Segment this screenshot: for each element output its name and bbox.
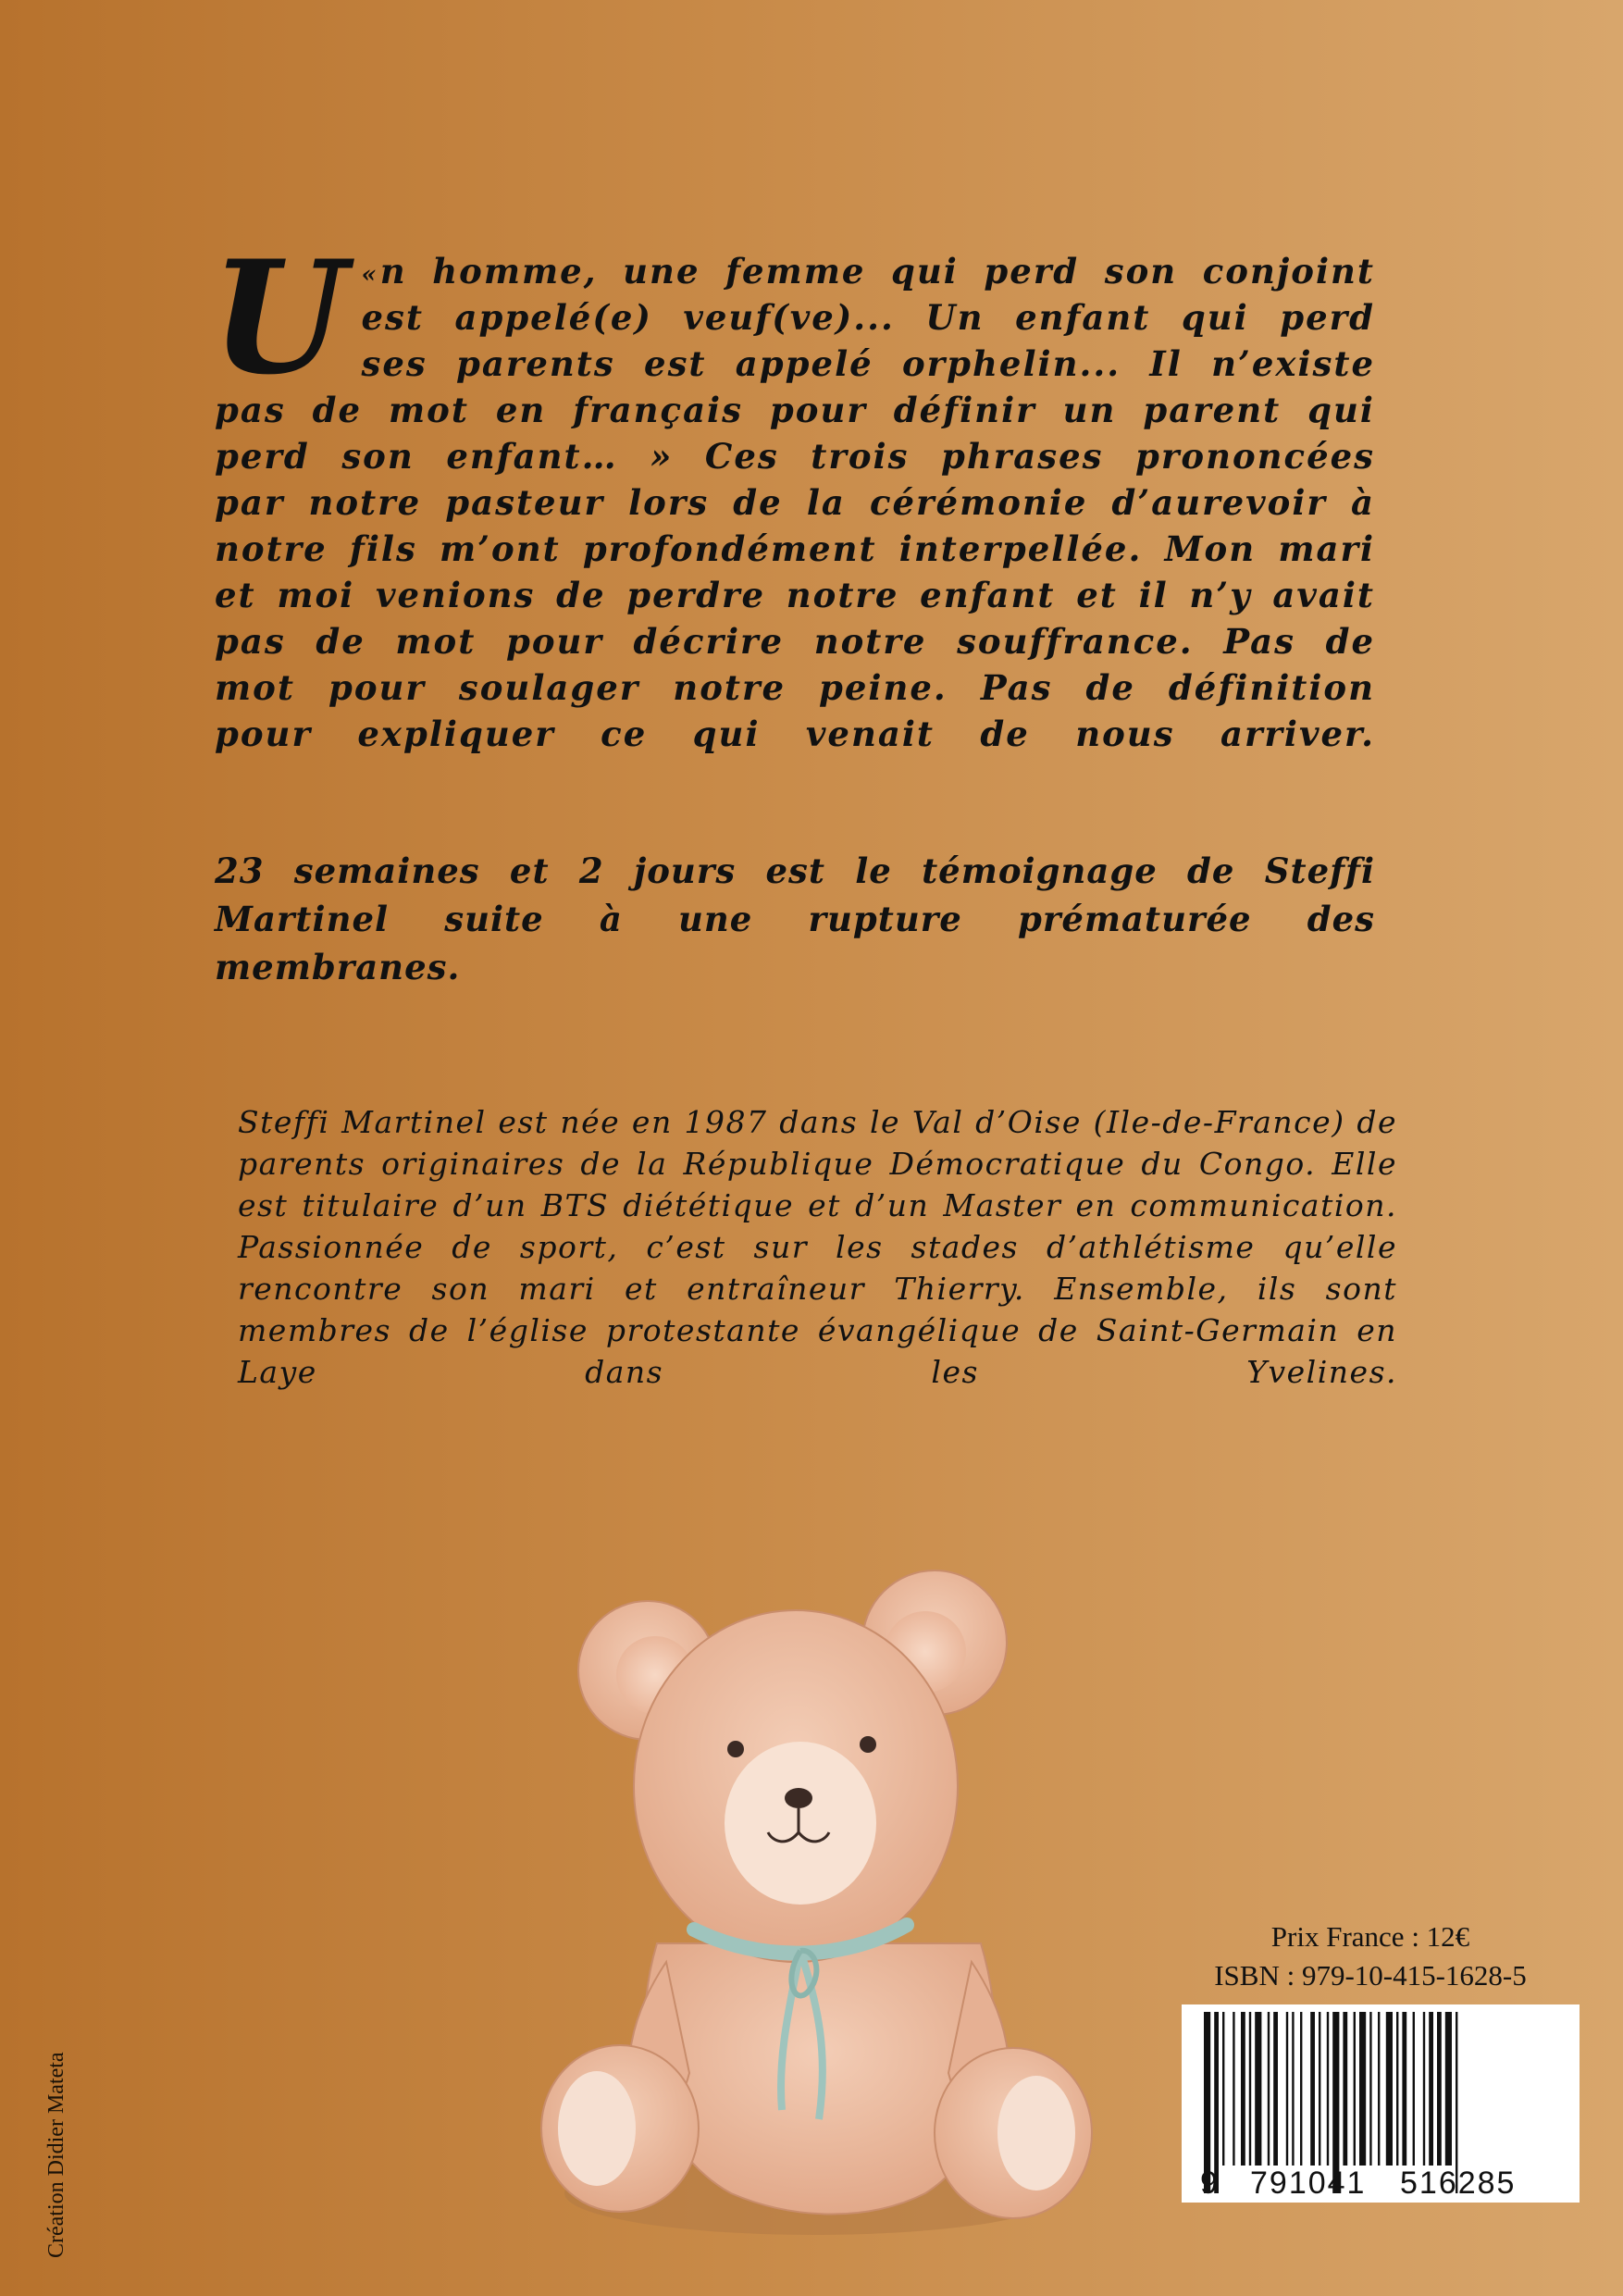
isbn-barcode xyxy=(1182,2004,1580,2203)
teddy-bear-illustration xyxy=(518,1555,1147,2258)
barcode-left-group: 791041 xyxy=(1250,2166,1367,2201)
author-bio: Steffi Martinel est née en 1987 dans le Val d’Oise (Ile-de-France) de parents originaires de la République Démocratique du Congo. Elle est titulaire d’un BTS diététique et d’un Master en communication. Passionnée de sport, c’est sur les stades d’athlétisme qu’elle rencontre son mari et entraîneur Thierry. Ensemble, ils sont membres de l’église protestante évangélique de Saint-Germain en Laye dans les Yvelines. xyxy=(238,1104,1397,1390)
price-block xyxy=(1181,1917,1560,1995)
barcode-first-digit: 9 xyxy=(1200,2166,1218,2201)
summary-paragraph: 23 semaines et 2 jours est le témoignage de Steffi Martinel suite à une rupture prématurée des membranes. xyxy=(215,850,1375,987)
price-label: Prix France : 12€ xyxy=(1270,1920,1470,1953)
barcode-right-group: 516285 xyxy=(1400,2166,1517,2201)
quote-paragraph xyxy=(211,226,1375,757)
isbn-label: ISBN : 979-10-415-1628-5 xyxy=(1214,1959,1527,1992)
drop-cap: U xyxy=(211,226,349,409)
opening-quote-mark: « xyxy=(361,261,378,289)
design-credit: Création Didier Mateta xyxy=(44,2052,68,2258)
quote-text: n homme, une femme qui perd son conjoint est appelé(e) veuf(ve)... Un enfant qui perd ses parents est appelé orphelin... Il n’existe pas de mot en français pour définir un parent qui perd son enfant… » Ces trois phrases prononcées par notre pasteur lors de la cérémonie d’aurevoir à notre fils m’ont profondément interpellée. Mon mari et moi venions de perdre notre enfant et il n’y avait pas de mot pour décrire notre souffrance. Pas de mot pour soulager notre peine. Pas de définition pour expliquer ce qui venait de nous arriver. xyxy=(215,251,1375,754)
barcode-bars xyxy=(1182,2004,1580,2203)
